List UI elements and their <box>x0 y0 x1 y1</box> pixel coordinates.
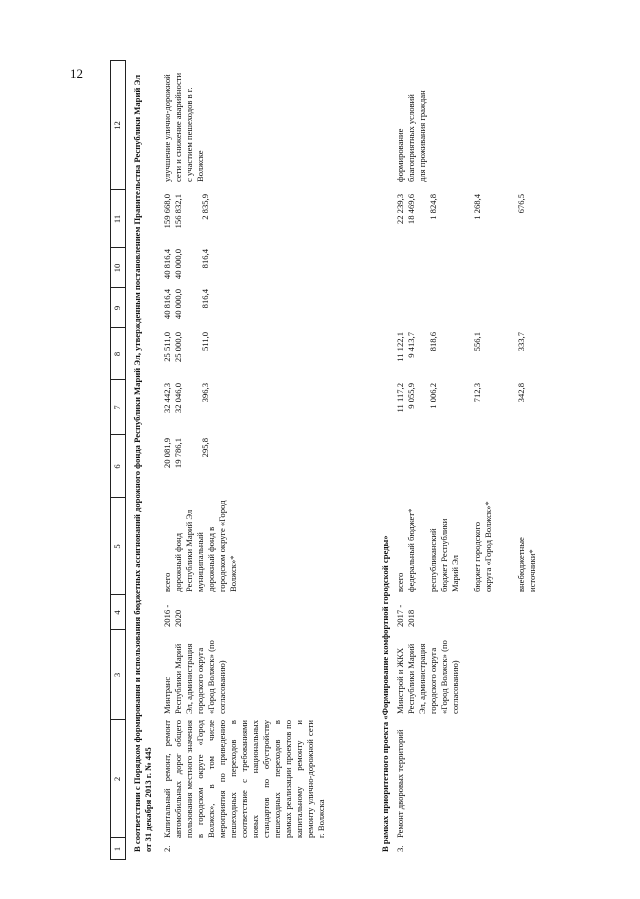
col-header: 4 <box>112 610 122 615</box>
page-number: 12 <box>70 66 83 81</box>
source-label: всего <box>162 572 172 592</box>
row3-name: Ремонт дворовых территорий <box>395 729 405 838</box>
row2-col8 <box>162 332 184 374</box>
row2-col7 <box>162 383 184 425</box>
value-cell: 818,6 <box>428 332 438 352</box>
value-cell: 40 000,0 <box>173 289 183 320</box>
value-cell: 676,5 <box>516 194 526 214</box>
row2-result: улучшение улично-дорожной сети и снижение аварийности с участием пешеходов в г. Волжске <box>162 72 205 182</box>
value-cell: 333,7 <box>516 332 526 352</box>
source-label: дорожный фонд Республики Марий Эл <box>173 509 194 592</box>
row2-col9-municipal: 816,4 <box>200 289 210 309</box>
col-header: 7 <box>112 405 122 410</box>
col-header: 10 <box>112 263 122 273</box>
value-cell: 1 824,8 <box>428 194 438 220</box>
source-label: всего <box>395 572 405 592</box>
row2-col6 <box>162 438 184 480</box>
row3-col8 <box>395 332 527 374</box>
value-cell: 25 511,0 <box>162 332 172 362</box>
source-label: федеральный бюджет* <box>406 508 416 592</box>
row2-name: Капитальный ремонт, ремонт автомобильных дорог общего пользования местного значения в городском округе «Город Волжск», в том числе мероприятия по приведению пешеходных переходов в соответствие с требованиями новых национальных стандартов по обустройству пешеходных переходов в рамках реализации проектов по капитальному ремонту и ремонту улично-дорожной сети г. Волжска <box>162 720 326 838</box>
row2-col11 <box>162 194 184 248</box>
value-cell: 11 122,1 <box>395 332 405 362</box>
col-header: 1 <box>112 846 122 852</box>
value-cell: 1 006,2 <box>428 383 438 409</box>
row2-col11-municipal: 2 835,9 <box>200 194 210 220</box>
row3-sources <box>395 500 538 592</box>
value-cell: 19 786,1 <box>173 438 183 469</box>
value-cell: 11 117,2 <box>395 383 405 413</box>
value-cell: 712,3 <box>472 383 482 403</box>
col-header: 3 <box>112 672 122 678</box>
col-header: 8 <box>112 351 122 357</box>
value-cell: 156 832,1 <box>173 194 183 229</box>
note-dorozhny-fond: В соответствии с Порядком формирования и использования бюджетных ассигнований дорожного фонда Республики Марий Эл, утвержденным постановлением Правительства Республики Марий Эл от 31 декабря 2013 г. № 445 <box>132 74 153 852</box>
rotated-table <box>110 60 620 860</box>
row3-executor: Минстрой и ЖКХ Республики Марий Эл, администрация городского округа «Город Волжск» (по согласованию) <box>395 640 460 714</box>
value-cell: 9 055,9 <box>406 383 416 409</box>
row2-executor: Минтранс Республики Марий Эл, администрация городского округа «Город Волжск» (по согласованию) <box>162 640 227 714</box>
value-cell: 32 046,0 <box>173 383 183 414</box>
row3-col7 <box>395 383 527 425</box>
row2-number: 2. <box>162 845 172 852</box>
table-top-border <box>110 60 111 860</box>
value-cell: 556,1 <box>472 332 482 352</box>
value-cell: 40 816,4 <box>162 289 172 320</box>
value-cell: 25 000,0 <box>173 332 183 363</box>
row2-col9 <box>162 289 184 328</box>
value-cell: 18 469,6 <box>406 194 416 225</box>
row2-col7-municipal: 396,3 <box>200 383 210 403</box>
value-cell: 342,8 <box>516 383 526 403</box>
row2-col10-municipal: 816,4 <box>200 249 210 269</box>
value-cell: 22 239,3 <box>395 194 405 225</box>
note-priority-project: В рамках приоритетного проекта «Формирование комфортной городской среды» <box>380 535 390 852</box>
value-cell: 20 081,9 <box>162 438 172 469</box>
col-header: 9 <box>112 305 122 311</box>
row2-years: 2016 - 2020 <box>162 604 183 627</box>
source-label: республиканский бюджет Республики Марий Эл <box>428 518 460 592</box>
row2-col8-municipal: 511,0 <box>200 332 210 352</box>
col-header: 2 <box>112 776 122 782</box>
col-header: 11 <box>112 214 122 224</box>
col-header: 12 <box>112 121 122 130</box>
row2-col10 <box>162 249 184 288</box>
row3-col11 <box>395 194 527 248</box>
value-cell: 9 413,7 <box>406 332 416 358</box>
value-cell: 40 816,4 <box>162 249 172 280</box>
value-cell: 1 268,4 <box>472 194 482 220</box>
col-header: 6 <box>112 464 122 469</box>
header-bottom-border <box>125 60 126 860</box>
row3-result: формирование благоприятных условий для проживания граждан <box>395 90 427 182</box>
row2-sources <box>162 500 239 592</box>
value-cell: 40 000,0 <box>173 249 183 280</box>
source-label: внебюджетные источники* <box>516 537 537 592</box>
row3-years: 2017 - 2018 <box>395 604 416 627</box>
row2-col6-municipal: 295,8 <box>200 438 210 458</box>
value-cell: 32 442,3 <box>162 383 172 414</box>
value-cell: 159 668,0 <box>162 194 172 229</box>
source-label: муниципальный дорожный фонд в городском округе «Город Волжск»* <box>195 500 238 592</box>
source-label: бюджет городского округа «Город Волжск»* <box>472 501 493 592</box>
row3-number: 3. <box>395 845 405 852</box>
col-header: 5 <box>112 544 122 549</box>
